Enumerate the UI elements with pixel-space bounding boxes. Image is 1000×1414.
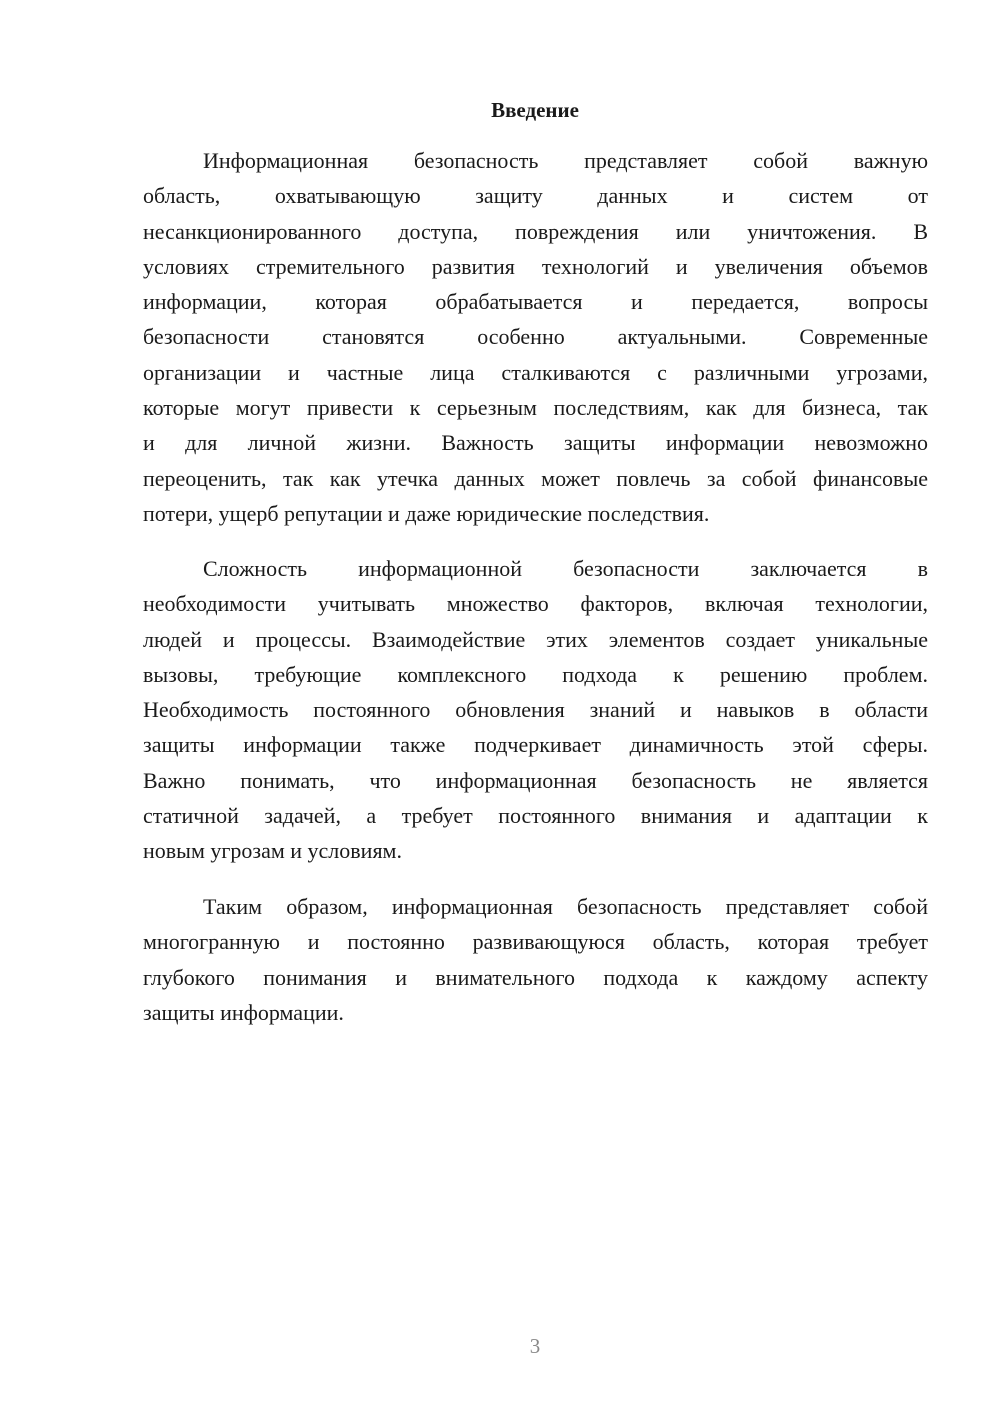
text-line: многогранную и постоянно развивающуюся область, которая требует bbox=[143, 929, 928, 955]
text-line: Таким образом, информационная безопасность представляет собой bbox=[203, 894, 928, 919]
text-line: защиты информации. bbox=[143, 999, 344, 1025]
text-line: организации и частные лица сталкиваются с различными угрозами, bbox=[143, 359, 928, 385]
text-line: статичной задачей, а требует постоянного внимания и адаптации к bbox=[143, 803, 928, 829]
text-line: область, охватывающую защиту данных и систем от bbox=[143, 183, 928, 209]
section-title: Введение bbox=[491, 98, 579, 122]
text-line: защиты информации также подчеркивает динамичность этой сферы. bbox=[143, 732, 928, 758]
text-line: потери, ущерб репутации и даже юридические последствия. bbox=[143, 500, 710, 526]
text-line: информации, которая обрабатывается и передается, вопросы bbox=[143, 289, 928, 315]
text-line: Важно понимать, что информационная безопасность не является bbox=[143, 767, 928, 793]
text-line: людей и процессы. Взаимодействие этих элементов создает уникальные bbox=[143, 626, 928, 652]
text-line: безопасности становятся особенно актуальными. Современные bbox=[143, 324, 928, 350]
paragraph-1 bbox=[143, 143, 928, 531]
text-line: Сложность информационной безопасности заключается в bbox=[203, 556, 928, 581]
text-line: глубокого понимания и внимательного подхода к каждому аспекту bbox=[143, 964, 928, 990]
text-line: Информационная безопасность представляет собой важную bbox=[203, 148, 928, 173]
text-line: условиях стремительного развития технологий и увеличения объемов bbox=[143, 253, 928, 279]
text-line: вызовы, требующие комплексного подхода к решению проблем. bbox=[143, 661, 928, 687]
text-line: несанкционированного доступа, повреждения или уничтожения. В bbox=[143, 218, 928, 244]
paragraph-2 bbox=[143, 551, 928, 869]
page-number: 3 bbox=[529, 1334, 541, 1358]
text-line: необходимости учитывать множество факторов, включая технологии, bbox=[143, 591, 928, 617]
text-line: и для личной жизни. Важность защиты информации невозможно bbox=[143, 430, 928, 456]
text-line: переоценить, так как утечка данных может повлечь за собой финансовые bbox=[143, 465, 928, 491]
text-line: которые могут привести к серьезным последствиям, как для бизнеса, так bbox=[143, 395, 928, 421]
text-line: Необходимость постоянного обновления знаний и навыков в области bbox=[143, 697, 928, 723]
text-line: новым угрозам и условиям. bbox=[143, 838, 402, 864]
paragraph-3 bbox=[143, 889, 928, 1030]
